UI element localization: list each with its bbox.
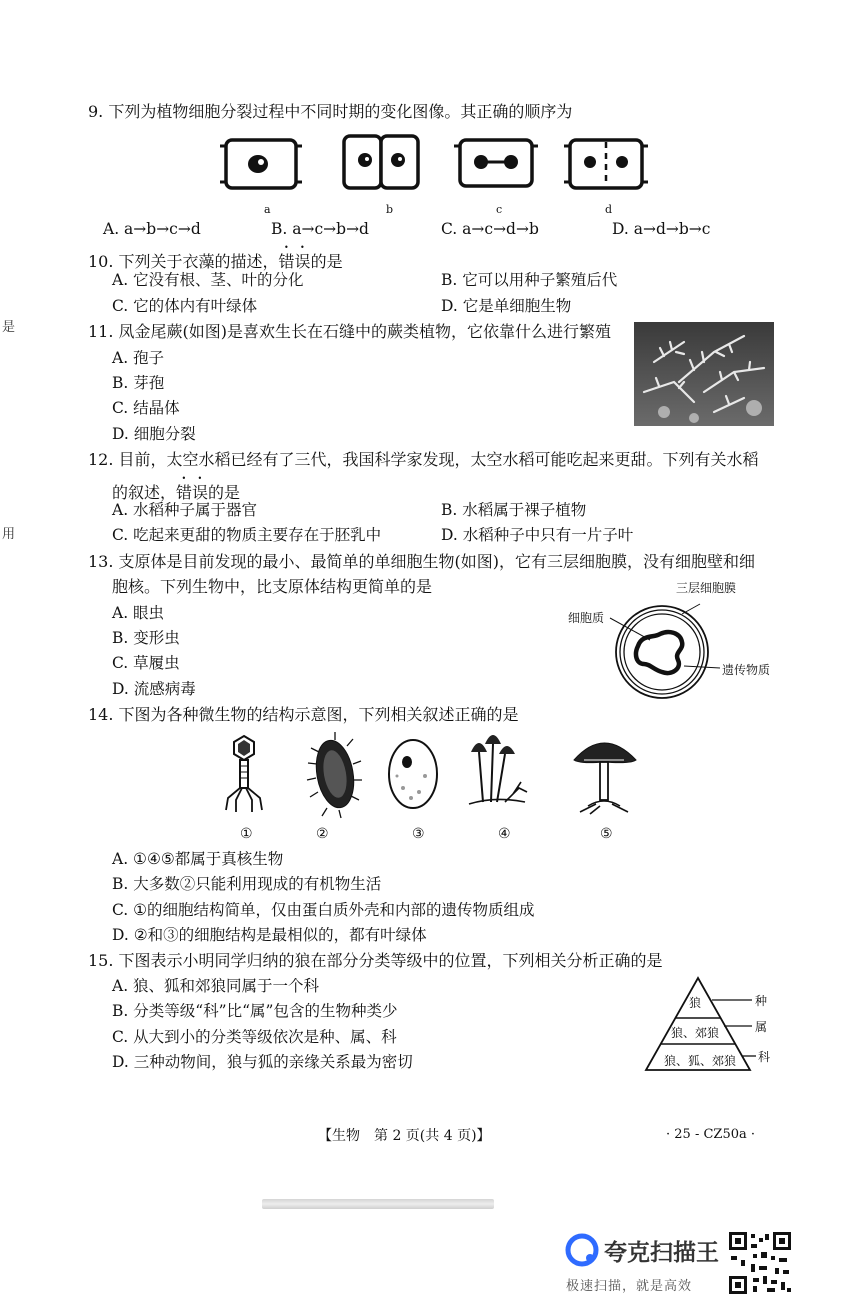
label-5: ⑤ (600, 826, 613, 842)
question-13-stem-line2: 胞核。下列生物中，比支原体结构更简单的是 (112, 577, 433, 596)
q15-option-c[interactable]: C. 从大到小的分类等级依次是种、属、科 (112, 1028, 397, 1046)
q11-option-d[interactable]: D. 细胞分裂 (112, 425, 196, 443)
fern-photo (634, 322, 774, 426)
yeast-icon (389, 740, 437, 808)
label-b: b (386, 203, 394, 216)
rank-genus: 属 (755, 1020, 768, 1034)
q10-option-c[interactable]: C. 它的体内有叶绿体 (112, 297, 258, 315)
q11-option-b[interactable]: B. 芽孢 (112, 374, 165, 392)
q9-option-a[interactable]: A. a→b→c→d (103, 220, 201, 238)
question-11-stem: 11. 凤金尾蕨(如图)是喜欢生长在石缝中的蕨类植物，它依靠什么进行繁殖 (88, 322, 612, 341)
label-genetic-material: 遗传物质 (722, 663, 771, 677)
rank-species: 种 (755, 994, 768, 1008)
q14-option-d[interactable]: D. ②和③的细胞结构是最相似的，都有叶绿体 (112, 926, 427, 944)
question-9-stem: 9. 下列为植物细胞分裂过程中不同时期的变化图像。其正确的顺序为 (88, 102, 573, 121)
label-1: ① (240, 826, 253, 842)
q10-option-a[interactable]: A. 它没有根、茎、叶的分化 (112, 271, 304, 289)
q15-option-b[interactable]: B. 分类等级“科”比“属”包含的生物种类少 (112, 1002, 398, 1020)
q13-option-a[interactable]: A. 眼虫 (112, 604, 165, 622)
mycoplasma-diagram (610, 600, 720, 700)
rank-family: 科 (758, 1050, 771, 1064)
q10-stem-emph: 错误 (278, 252, 311, 271)
q11-option-a[interactable]: A. 孢子 (112, 349, 165, 367)
q12-option-b[interactable]: B. 水稻属于裸子植物 (441, 501, 587, 519)
scan-artifact (262, 1199, 494, 1209)
q10-stem-pre: 10. 下列关于衣藻的描述， (88, 252, 279, 271)
q14-option-b[interactable]: B. 大多数②只能利用现成的有机物生活 (112, 875, 382, 893)
q12-stem-post: 的是 (208, 483, 241, 502)
label-4: ④ (498, 826, 511, 842)
label-2: ② (316, 826, 329, 842)
q13-option-c[interactable]: C. 草履虫 (112, 654, 180, 672)
q9-option-d[interactable]: D. a→d→b→c (612, 220, 711, 238)
q12-option-c[interactable]: C. 吃起来更甜的物质主要存在于胚乳中 (112, 526, 382, 544)
label-d: d (605, 203, 613, 216)
q13-option-d[interactable]: D. 流感病毒 (112, 680, 196, 698)
page-footer: 【生物 第 2 页(共 4 页)】 (318, 1128, 491, 1144)
q9-option-b[interactable]: B. a→c→b→d (271, 220, 369, 238)
question-15-stem: 15. 下图表示小明同学归纳的狼在部分分类等级中的位置，下列相关分析正确的是 (88, 951, 663, 970)
q12-option-a[interactable]: A. 水稻种子属于器官 (112, 501, 258, 519)
exam-code: · 25 - CZ50a · (666, 1127, 756, 1142)
cell-a (220, 140, 302, 188)
q10-option-b[interactable]: B. 它可以用种子繁殖后代 (441, 271, 618, 289)
cell-division-figure (220, 132, 650, 202)
q12-option-d[interactable]: D. 水稻种子中只有一片子叶 (441, 526, 634, 544)
phage-icon (226, 736, 262, 812)
mushroom-icon (574, 743, 636, 814)
q15-option-a[interactable]: A. 狼、狐和郊狼同属于一个科 (112, 977, 320, 995)
q12-stem-emph: 错误 (176, 483, 209, 502)
question-12-stem-line1: 12. 目前，太空水稻已经有了三代，我国科学家发现，太空水稻可能吃起来更甜。下列有关水稻 (88, 450, 759, 469)
pyramid-bottom: 狼、狐、郊狼 (664, 1054, 737, 1068)
q10-stem-post: 的是 (310, 252, 343, 271)
label-a: a (264, 203, 271, 216)
q14-option-a[interactable]: A. ①④⑤都属于真核生物 (112, 850, 284, 868)
label-cytoplasm: 细胞质 (568, 611, 605, 625)
q14-option-c[interactable]: C. ①的细胞结构简单，仅由蛋白质外壳和内部的遗传物质组成 (112, 901, 535, 919)
q11-option-c[interactable]: C. 结晶体 (112, 399, 180, 417)
pyramid-top: 狼 (689, 996, 702, 1010)
margin-mark: 是 (2, 320, 16, 335)
question-14-stem: 14. 下图为各种微生物的结构示意图，下列相关叙述正确的是 (88, 705, 519, 724)
watermark-brand: 夸克扫描王 (604, 1240, 719, 1266)
cell-d (564, 140, 648, 188)
qr-code-icon (727, 1230, 793, 1296)
q12-stem-pre: 的叙述， (112, 483, 177, 502)
watermark-slogan: 极速扫描，就是高效 (566, 1279, 693, 1294)
label-membrane: 三层细胞膜 (676, 581, 737, 595)
q13-option-b[interactable]: B. 变形虫 (112, 629, 180, 647)
q15-option-d[interactable]: D. 三种动物间，狼与狐的亲缘关系最为密切 (112, 1053, 413, 1071)
q10-option-d[interactable]: D. 它是单细胞生物 (441, 297, 572, 315)
cell-b (344, 136, 418, 188)
question-13-stem-line1: 13. 支原体是目前发现的最小、最简单的单细胞生物(如图)，它有三层细胞膜，没有细胞壁和细 (88, 552, 756, 571)
label-3: ③ (412, 826, 425, 842)
microorganisms-figure (220, 732, 640, 822)
q9-option-c[interactable]: C. a→c→d→b (441, 220, 539, 238)
brand-logo-icon (566, 1234, 598, 1266)
margin-mark: 用 (2, 527, 16, 542)
cell-c (454, 140, 538, 186)
mold-icon (469, 735, 527, 804)
label-c: c (496, 203, 503, 216)
bacterium-icon (307, 732, 362, 818)
question-10-stem (88, 243, 343, 273)
pyramid-mid: 狼、郊狼 (671, 1026, 720, 1040)
